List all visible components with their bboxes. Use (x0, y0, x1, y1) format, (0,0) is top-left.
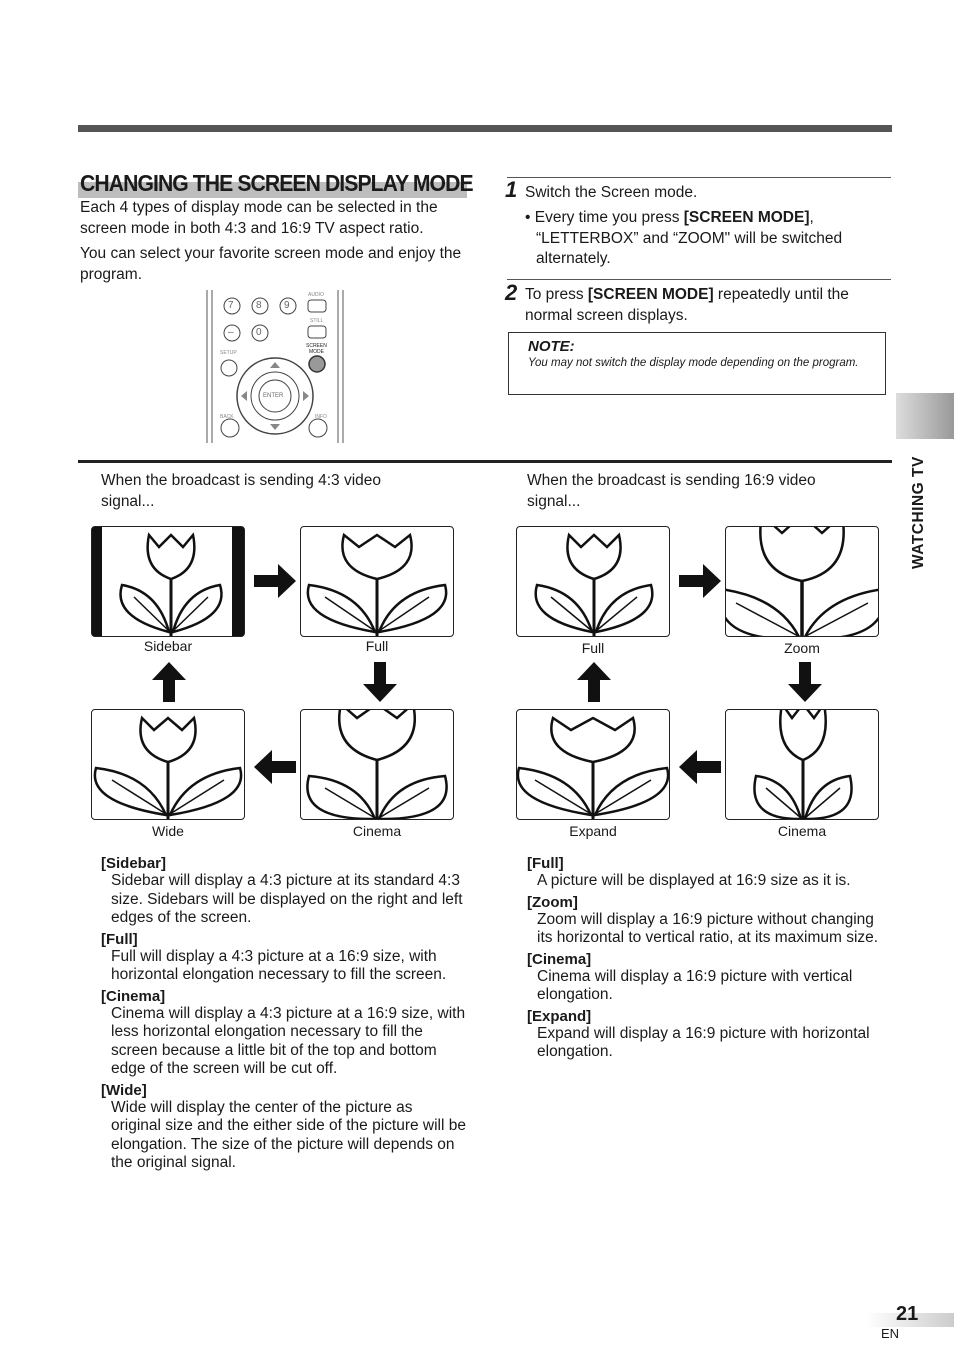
note-text: You may not switch the display mode depending on the program. (528, 357, 859, 369)
info-label: INFO (315, 414, 327, 420)
descriptions-169 (527, 855, 887, 1065)
top-rule (78, 125, 892, 132)
screen-cinema-43 (300, 709, 454, 820)
desc-term: [Wide] (101, 1081, 147, 1099)
desc-term: [Sidebar] (101, 855, 167, 872)
desc-text: Cinema will display a 16:9 picture with vertical elongation. (537, 967, 853, 1003)
arrow-left-icon (679, 750, 721, 784)
screen-full-169 (516, 526, 670, 637)
label-expand-169: Expand (569, 823, 617, 839)
audio-label: AUDIO (308, 292, 324, 298)
intro-paragraph-2: You can select your favorite screen mode and enjoy the program. (80, 245, 462, 283)
section-label: WATCHING TV (910, 456, 927, 569)
arrow-left-icon (254, 750, 296, 784)
screen-full-43 (300, 526, 454, 637)
page-title: CHANGING THE SCREEN DISPLAY MODE (80, 170, 473, 196)
desc-full (527, 855, 887, 891)
screen-cinema-169 (725, 709, 879, 820)
key-7: 7 (228, 300, 234, 311)
step1-bullet: • Every time you press [SCREEN MODE], “LETTERBOX” and “ZOOM" will be switched alternately. (525, 209, 843, 267)
intro-paragraph-1: Each 4 types of display mode can be selected in the screen mode in both 4:3 and 16:9 TV aspect ratio. (80, 199, 438, 237)
desc-text: A picture will be displayed at 16:9 size as it is. (537, 872, 851, 889)
section-tab (896, 393, 954, 439)
desc-expand (527, 1008, 887, 1062)
screen-mode-label-2: MODE (309, 349, 324, 355)
screen-zoom-169 (725, 526, 879, 637)
arrow-down-icon (788, 662, 822, 702)
arrow-down-icon (363, 662, 397, 702)
arrow-right-icon (679, 564, 721, 598)
step2-text: To press [SCREEN MODE] repeatedly until the normal screen displays. (525, 286, 849, 324)
setup-label: SETUP (220, 350, 237, 356)
label-zoom-169: Zoom (784, 640, 820, 656)
screen-mode-label-1: SCREEN (306, 343, 327, 349)
desc-cinema (527, 951, 887, 1005)
page-number: 21 (896, 1303, 919, 1325)
label-wide-43: Wide (152, 823, 184, 839)
key-0: 0 (256, 327, 262, 338)
diagram-43-heading: When the broadcast is sending 4:3 video signal... (101, 472, 382, 510)
desc-text: Cinema will display a 4:3 picture at a 16:9 size, with less horizontal elongation necessary to fill the screen because a little bit of the top and bottom edge of the screen will be cut off. (111, 1004, 466, 1077)
label-cinema-169: Cinema (777, 823, 827, 839)
desc-text: Zoom will display a 16:9 picture without changing its horizontal to vertical ratio, at its maximum size. (537, 910, 879, 946)
desc-term: [Cinema] (527, 950, 592, 968)
arrow-up-icon (577, 662, 611, 702)
arrow-right-icon (254, 564, 296, 598)
step2-number: 2 (505, 280, 518, 305)
remote-illustration (205, 288, 345, 443)
desc-text: Sidebar will display a 4:3 picture at its standard 4:3 size. Sidebars will be displayed on the right and left edges of the screen. (111, 872, 463, 926)
note-title: NOTE: (528, 338, 575, 355)
key-9: 9 (284, 300, 290, 311)
note-box (508, 332, 886, 395)
desc-text: Wide will display the center of the picture as original size and the either side of the picture will be elongation. The size of the picture will depends on the original signal. (111, 1098, 466, 1171)
desc-wide (101, 1082, 466, 1173)
desc-term: [Full] (101, 930, 138, 948)
step1-number: 1 (505, 177, 518, 202)
desc-text: Expand will display a 16:9 picture with horizontal elongation. (537, 1024, 870, 1060)
step1-rule (507, 177, 891, 178)
desc-cinema (101, 988, 466, 1079)
screen-expand-169 (516, 709, 670, 820)
key-minus: – (228, 327, 234, 338)
language-code: EN (881, 1326, 900, 1341)
middle-rule (78, 460, 892, 463)
screen-wide-43 (91, 709, 245, 820)
screen-sidebar-43 (91, 526, 245, 637)
desc-full (101, 931, 466, 985)
arrow-up-icon (152, 662, 186, 702)
desc-zoom (527, 894, 887, 948)
still-label: STILL (310, 318, 324, 324)
desc-term: [Expand] (527, 1007, 592, 1025)
label-sidebar-43: Sidebar (143, 638, 193, 654)
enter-label: ENTER (263, 393, 284, 399)
label-full-43: Full (365, 638, 389, 654)
label-full-169: Full (581, 640, 605, 656)
diagram-169-heading: When the broadcast is sending 16:9 video signal... (527, 472, 816, 510)
back-label: BACK (220, 414, 234, 420)
step1-text: Switch the Screen mode. (525, 184, 698, 201)
desc-term: [Cinema] (101, 987, 166, 1005)
desc-term: [Zoom] (527, 893, 578, 911)
descriptions-43 (101, 855, 466, 1176)
key-8: 8 (256, 300, 262, 311)
desc-sidebar (101, 855, 466, 928)
desc-text: Full will display a 4:3 picture at a 16:9 size, with horizontal elongation necessary to fill the screen. (111, 947, 447, 983)
step2-rule (507, 279, 891, 280)
desc-term: [Full] (527, 855, 564, 872)
label-cinema-43: Cinema (352, 823, 402, 839)
